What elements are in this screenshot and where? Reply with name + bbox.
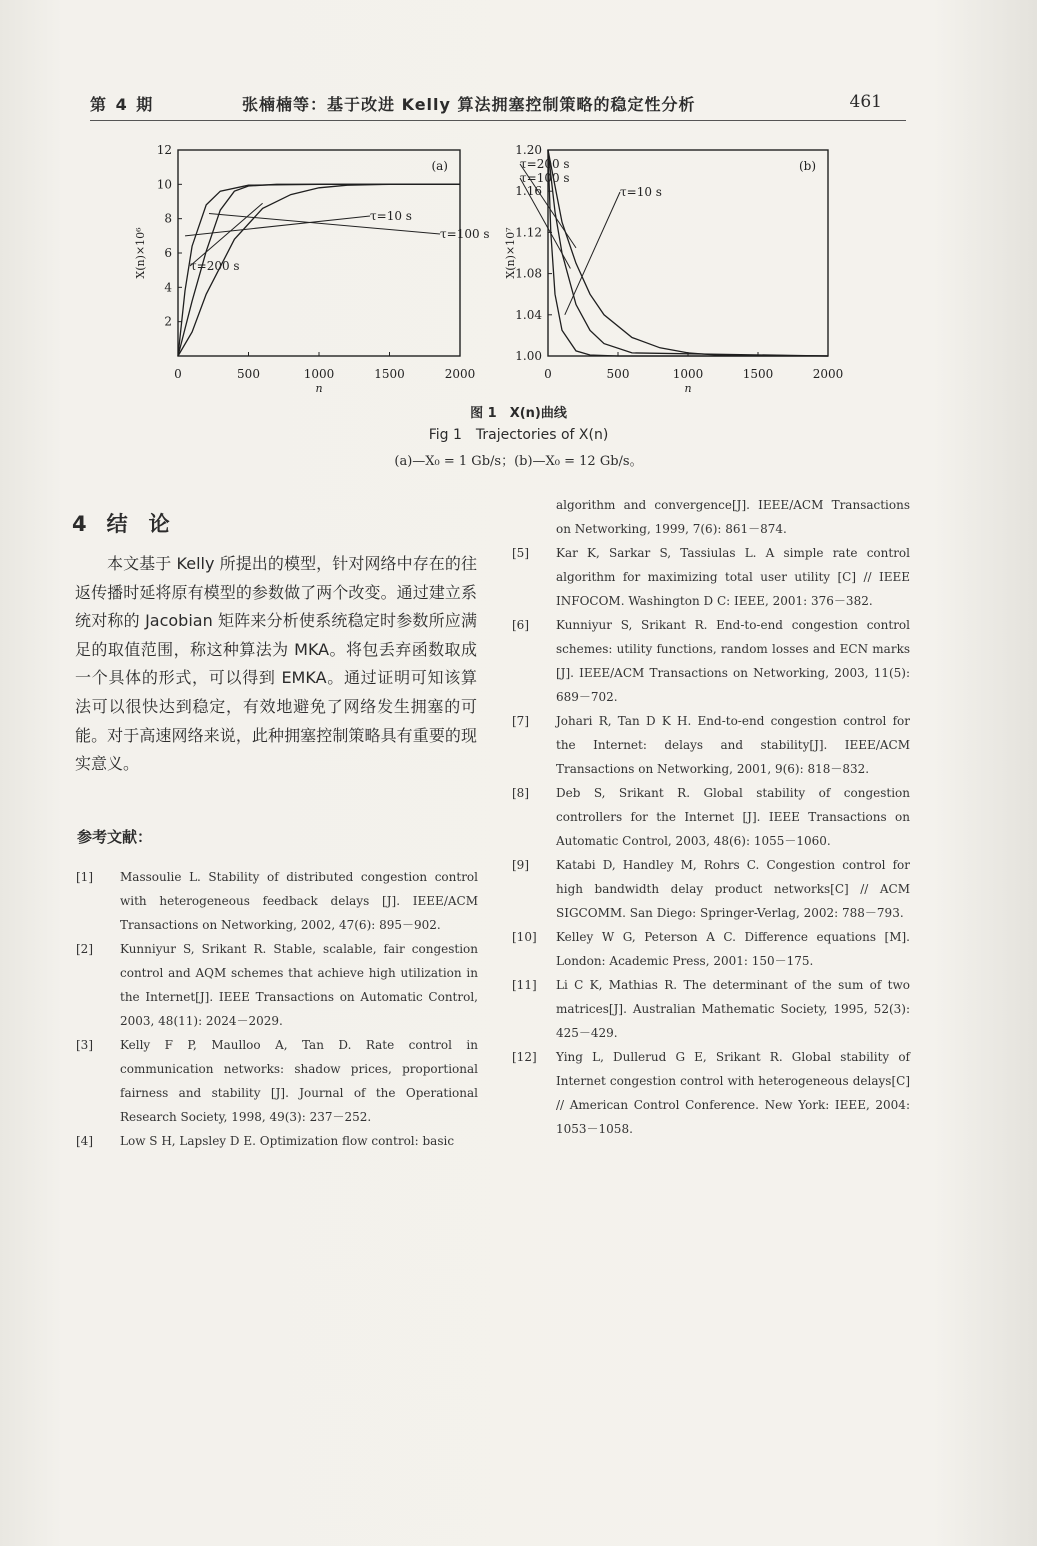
reference-text: Deb S, Srikant R. Global stability of congestion controllers for the Internet [J]. IEEE Transactions on Automatic Control, 2003, 48(6): 1055－1060. — [556, 786, 910, 848]
y-tick-label: 10 — [156, 177, 172, 192]
y-axis-label: X(n)×10⁷ — [504, 227, 517, 279]
issue-number: 第 4 期 — [90, 95, 155, 114]
x-tick-label: 2000 — [812, 367, 844, 381]
reference-item — [512, 709, 910, 781]
reference-item — [76, 1033, 478, 1129]
x-tick-label: 1000 — [303, 367, 335, 381]
section-heading — [72, 508, 190, 538]
figure-subcaption: (a)—X₀ = 1 Gb/s；(b)—X₀ = 12 Gb/s。 — [394, 454, 643, 469]
reference-item — [512, 613, 910, 709]
reference-number: [11] — [512, 978, 537, 992]
reference-number: [2] — [76, 942, 93, 956]
references-left-column — [76, 865, 478, 1153]
y-tick-label: 1.00 — [515, 349, 542, 363]
curve-annotation: τ=10 s — [370, 209, 412, 223]
chart-panel-a — [134, 143, 490, 395]
references-right-column — [512, 493, 910, 1141]
reference-number: [9] — [512, 858, 529, 872]
curve-annotation: τ=200 s — [190, 259, 240, 273]
y-tick-label: 12 — [156, 143, 172, 157]
y-tick-label: 1.16 — [515, 184, 542, 199]
x-tick-label: 1500 — [742, 367, 774, 381]
figure-1 — [120, 140, 860, 400]
reference-number: [4] — [76, 1134, 93, 1148]
x-tick-label: 1000 — [672, 367, 704, 381]
reference-text: Kunniyur S, Srikant R. End-to-end congestion control schemes: utility functions, random losses and ECN marks [J]. IEEE/ACM Transactions on Networking, 2003, 11(5): 689－702. — [556, 618, 910, 704]
plot-frame — [178, 150, 460, 356]
reference-item — [512, 853, 910, 925]
x-axis-label: n — [684, 382, 692, 395]
chart-panel-b — [504, 143, 843, 395]
figure-caption-cn: 图 1 X(n)曲线 — [470, 406, 567, 421]
reference-number: [7] — [512, 714, 529, 728]
figure-caption-en: Fig 1 Trajectories of X(n) — [428, 427, 609, 443]
reference-item — [76, 937, 478, 1033]
reference-text: Ying L, Dullerud G E, Srikant R. Global stability of Internet congestion control with heterogeneous delays[C] // American Control Conference. New York: IEEE, 2004: 1053－1058. — [556, 1050, 910, 1136]
reference-item — [512, 973, 910, 1045]
reference-number: [8] — [512, 786, 529, 800]
conclusion-paragraph: 本文基于 Kelly 所提出的模型，针对网络中存在的往返传播时延将原有模型的参数做了两个改变。通过建立系统对称的 Jacobian 矩阵来分析使系统稳定时参数所应满足的取值范围，称这种算法为 MKA。将包丢弃函数取成一个具体的形式，可以得到 EMKA。通过证明可知该算法可以很快达到稳定，有效地避免了网络发生拥塞的可能。对于高速网络来说，此种拥塞控制策略具有重要的现实意义。 — [75, 554, 477, 774]
reference-text: Kar K, Sarkar S, Tassiulas L. A simple rate control algorithm for maximizing total user utility [C] // IEEE INFOCOM. Washington D C: IEEE, 2001: 376－382. — [556, 546, 910, 608]
reference-item — [76, 1129, 478, 1153]
reference-text: Massoulie L. Stability of distributed congestion control with heterogeneous feedback delays [J]. IEEE/ACM Transactions on Networking, 2002, 47(6): 895－902. — [120, 870, 478, 932]
curve-annotation: τ=100 s — [520, 171, 570, 185]
annotation-leader — [185, 216, 370, 236]
running-title: 张楠楠等：基于改进 Kelly 算法拥塞控制策略的稳定性分析 — [242, 95, 696, 114]
x-tick-label: 1500 — [374, 367, 405, 381]
reference-number: [5] — [512, 546, 529, 560]
y-tick-label: 1.04 — [515, 307, 542, 322]
curve-annotation: τ=10 s — [620, 185, 662, 199]
reference-item — [512, 925, 910, 973]
x-tick-label: 500 — [237, 367, 260, 381]
y-axis-label: X(n)×10⁶ — [134, 227, 147, 279]
curve-annotation: τ=200 s — [520, 157, 570, 171]
panel-label: (b) — [798, 159, 816, 173]
y-tick-label: 1.12 — [515, 225, 542, 240]
x-tick-label: 0 — [174, 367, 182, 381]
reference-item — [512, 541, 910, 613]
reference-text: Low S H, Lapsley D E. Optimization flow control: basic — [120, 1134, 455, 1148]
reference-text: Li C K, Mathias R. The determinant of the sum of two matrices[J]. Australian Mathematic Society, 1995, 52(3): 425－429. — [556, 978, 910, 1040]
x-axis-label: n — [315, 382, 323, 395]
reference-text: Kunniyur S, Srikant R. Stable, scalable, fair congestion control and AQM schemes that achieve high utilization in the Internet[J]. IEEE Transactions on Automatic Control, 2003, 48(11): 2024－2029. — [120, 942, 478, 1028]
curve-annotation: τ=100 s — [440, 227, 490, 241]
reference-4-continuation: algorithm and convergence[J]. IEEE/ACM Transactions on Networking, 1999, 7(6): 861－874. — [556, 498, 910, 536]
reference-item — [76, 865, 478, 937]
series-line — [548, 150, 828, 356]
reference-text: Kelley W G, Peterson A C. Difference equations [M]. London: Academic Press, 2001: 150－175. — [556, 930, 910, 968]
reference-text: Katabi D, Handley M, Rohrs C. Congestion control for high bandwidth delay product networks[C] // ACM SIGCOMM. San Diego: Springer-Verlag, 2002: 788－793. — [556, 858, 910, 920]
x-tick-label: 500 — [606, 367, 630, 381]
y-tick-label: 1.20 — [515, 143, 542, 157]
reference-number: [3] — [76, 1038, 93, 1052]
page-number: 461 — [849, 92, 882, 112]
reference-number: [1] — [76, 870, 93, 884]
reference-text: Johari R, Tan D K H. End-to-end congestion control for the Internet: delays and stability[J]. IEEE/ACM Transactions on Networking, 2001, 9(6): 818－832. — [556, 714, 910, 776]
series-line — [548, 150, 828, 356]
y-tick-label: 2 — [164, 314, 172, 329]
plot-frame — [548, 150, 828, 356]
running-header — [90, 92, 906, 121]
reference-text: Kelly F P, Maulloo A, Tan D. Rate control in communication networks: shadow prices, proportional fairness and stability [J]. Journal of the Operational Research Society, 1998, 49(3): 237－252. — [120, 1038, 478, 1124]
series-line — [548, 150, 828, 356]
y-tick-label: 1.08 — [515, 266, 542, 281]
section-number: 4 — [72, 512, 87, 536]
panel-label: (a) — [431, 159, 448, 173]
x-tick-label: 2000 — [444, 367, 476, 381]
reference-number: [10] — [512, 930, 537, 944]
section-title: 结 论 — [106, 512, 170, 536]
reference-item — [512, 1045, 910, 1141]
y-tick-label: 4 — [164, 280, 172, 295]
reference-number: [12] — [512, 1050, 537, 1064]
y-tick-label: 8 — [164, 211, 172, 226]
x-tick-label: 0 — [544, 367, 552, 381]
reference-number: [6] — [512, 618, 529, 632]
references-heading: 参考文献： — [77, 828, 153, 846]
y-tick-label: 6 — [164, 246, 172, 260]
reference-item — [512, 781, 910, 853]
